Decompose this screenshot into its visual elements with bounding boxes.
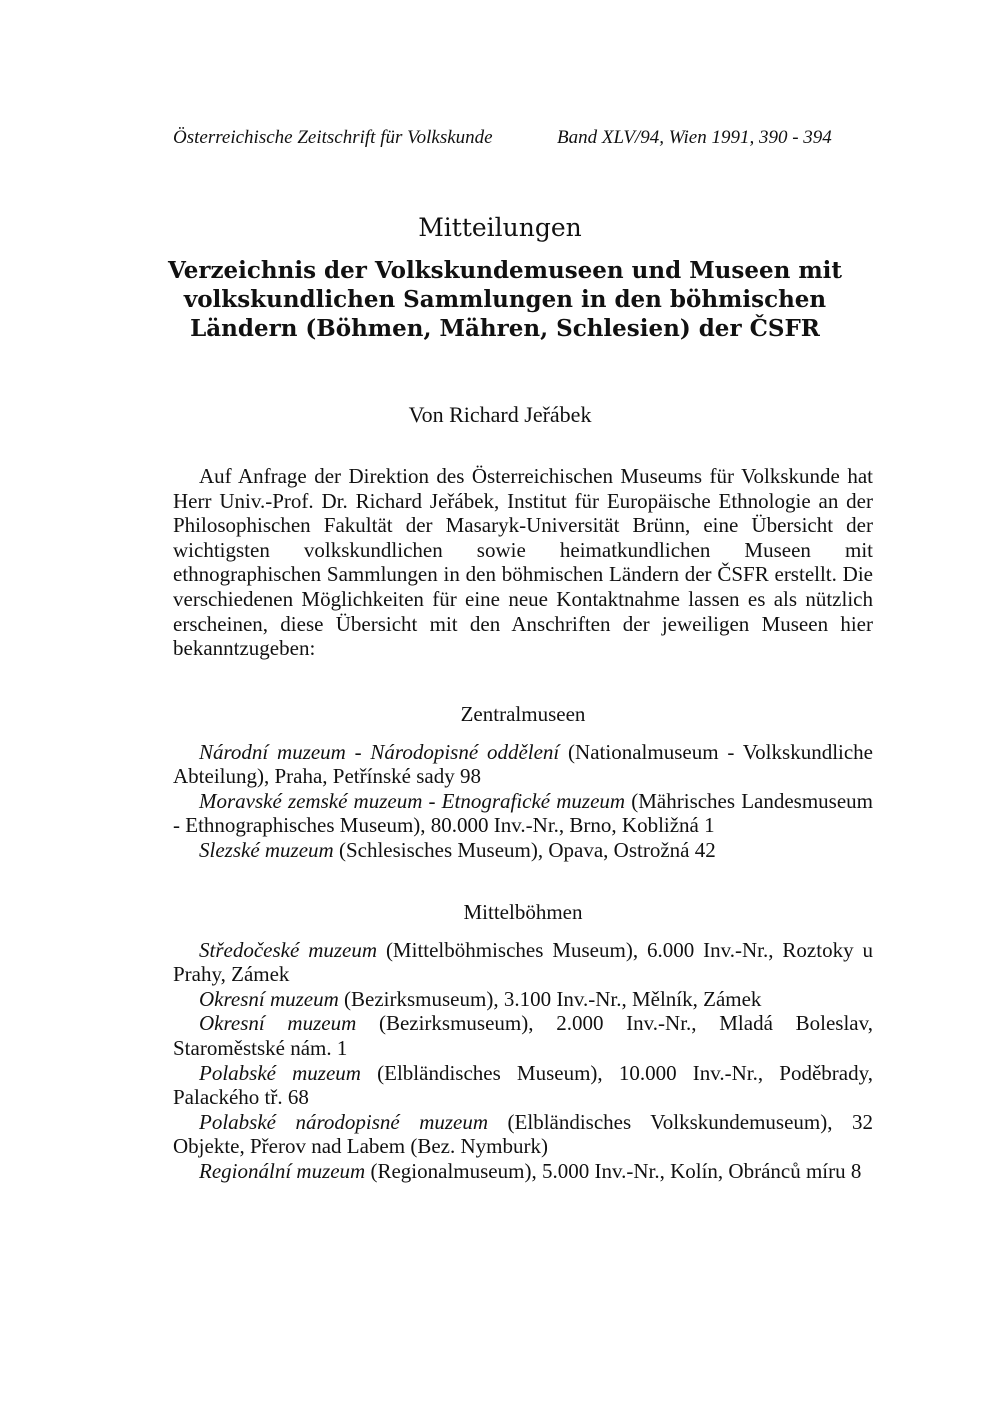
volume-info: Band XLV/94, Wien 1991, 390 - 394 (557, 127, 832, 148)
museum-details: (Elbländisches Volkskundemuseum), 32 Objekte, Přerov nad Labem (Bez. Nymburk) (173, 1109, 873, 1159)
section-title: Mitteilungen (418, 213, 582, 242)
intro-paragraph: Auf Anfrage der Direktion des Österreichischen Museums für Volkskunde hat Herr Univ.-Prof. Dr. Richard Jeřábek, Institut für Europäische Ethnologie an der Philosophischen Fakultät der Masaryk-Universität Brünn, eine Übersicht der wichtigsten volkskundlichen sowie heimatkundlichen Museen mit ethnographischen Sammlungen in den böhmischen Ländern der ČSFR erstellt. Die verschiedenen Möglichkeiten für eine neue Kontaktnahme lassen es als nützlich erscheinen, diese Übersicht mit den Anschriften der jeweiligen Museen hier bekanntzugeben: (173, 464, 873, 661)
museum-entry (173, 1159, 873, 1184)
museum-entry (173, 789, 873, 838)
museum-name: Národní muzeum - Národopisné oddělení (199, 739, 560, 764)
author-line: Von Richard Jeřábek (408, 402, 592, 427)
museum-name: Moravské zemské muzeum - Etnografické muzeum (199, 788, 626, 813)
article-title: Verzeichnis der Volkskundemuseen und Museen mit volkskundlichen Sammlungen in den böhmischen Ländern (Böhmen, Mähren, Schlesien) der ČSFR (167, 257, 843, 342)
museum-name: Polabské národopisné muzeum (199, 1109, 489, 1134)
museum-details: (Schlesisches Museum), Opava, Ostrožná 42 (333, 837, 716, 862)
museum-entry (173, 938, 873, 987)
museum-details: (Bezirksmuseum), 3.100 Inv.-Nr., Mělník, Zámek (338, 986, 762, 1011)
museum-name: Okresní muzeum (199, 986, 339, 1011)
museum-details: (Mittelböhmisches Museum), 6.000 Inv.-Nr., Roztoky u Prahy, Zámek (173, 937, 874, 987)
section-mittelboehmen (173, 900, 873, 1184)
museum-name: Regionální muzeum (199, 1158, 366, 1183)
museum-entry (173, 838, 873, 863)
section-heading: Zentralmuseen (460, 702, 586, 726)
museum-name: Středočeské muzeum (199, 937, 378, 962)
museum-entry (173, 740, 873, 789)
museum-name: Polabské muzeum (199, 1060, 361, 1085)
museum-entry (173, 987, 873, 1012)
museum-details: (Bezirksmuseum), 2.000 Inv.-Nr., Mladá Boleslav, Staroměstské nám. 1 (173, 1011, 873, 1060)
museum-details: (Regionalmuseum), 5.000 Inv.-Nr., Kolín, Obránců míru 8 (365, 1158, 862, 1183)
journal-title: Österreichische Zeitschrift für Volkskunde (173, 127, 493, 148)
museum-entry (173, 1011, 873, 1060)
museum-name: Slezské muzeum (199, 837, 334, 862)
section-zentralmuseen (173, 702, 873, 863)
museum-entry (173, 1061, 873, 1110)
section-heading: Mittelböhmen (463, 900, 583, 924)
museum-details: (Elbländisches Museum), 10.000 Inv.-Nr., Poděbrady, Palackého tř. 68 (173, 1060, 873, 1110)
museum-details: (Nationalmuseum - Volkskundliche Abteilung), Praha, Petřínské sady 98 (173, 739, 873, 789)
museum-name: Okresní muzeum (199, 1011, 357, 1036)
museum-entry (173, 1110, 873, 1159)
museum-details: (Mährisches Landesmuseum - Ethnographisches Museum), 80.000 Inv.-Nr., Brno, Kobližná 1 (173, 788, 873, 838)
